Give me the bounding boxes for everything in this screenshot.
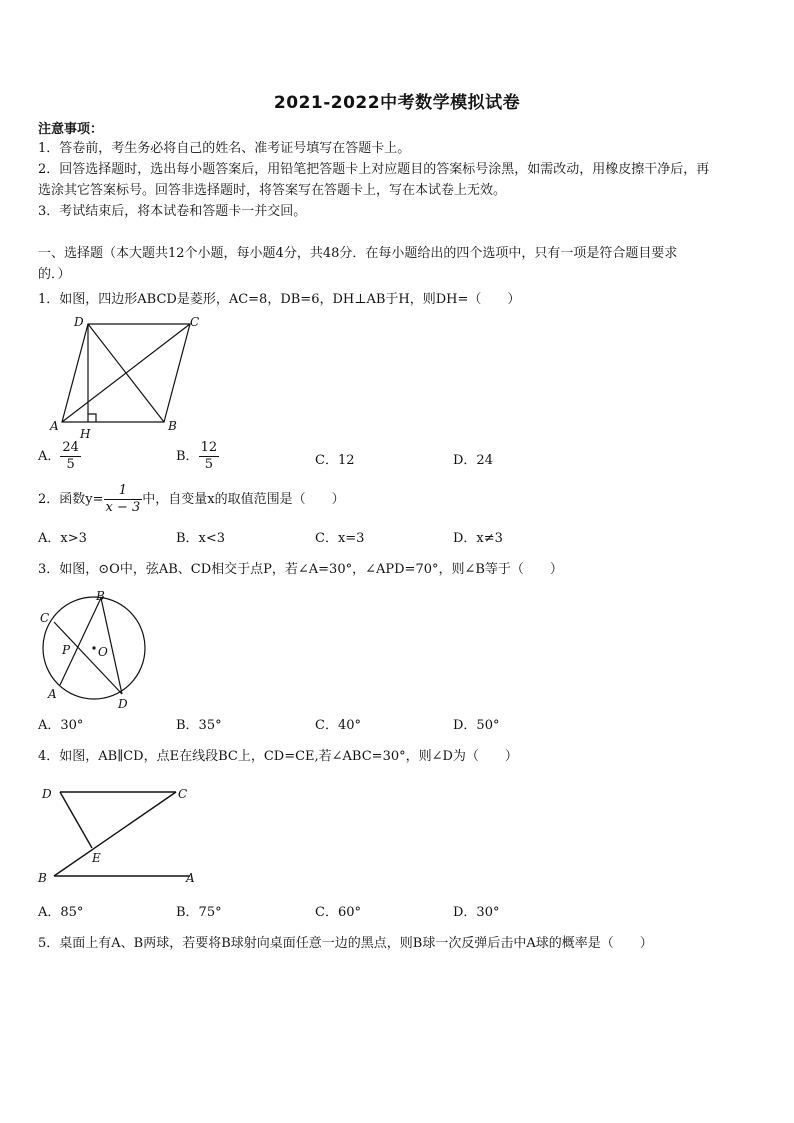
question-4-option-d[interactable]: D．30°	[453, 905, 500, 920]
question-3-option-d[interactable]: D．50°	[453, 718, 500, 733]
center-point	[92, 646, 95, 649]
notice-item: 2．回答选择题时，选出每小题答案后，用铅笔把答题卡上对应题目的答案标号涂黑，如需改动，用橡皮擦干净后，再	[38, 162, 710, 177]
parallel-lines-figure	[34, 778, 214, 890]
question-4-stem: 4．如图，AB∥CD，点E在线段BC上，CD=CE,若∠ABC=30°，则∠D为（ ）	[38, 749, 518, 764]
label-p: P	[62, 643, 71, 657]
question-1-option-a[interactable]	[38, 440, 81, 473]
question-2-option-d[interactable]: D．x≠3	[453, 531, 503, 546]
label-d: D	[74, 315, 84, 329]
label-d: D	[42, 787, 52, 801]
label-c: C	[40, 611, 50, 625]
label-a: A	[50, 419, 59, 433]
chord-cd	[54, 622, 122, 694]
question-3-stem: 3．如图，⊙O中，弦AB、CD相交于点P，若∠A=30°，∠APD=70°，则∠B等于（ ）	[38, 562, 563, 577]
label-b: B	[168, 419, 177, 433]
question-2-option-b[interactable]: B．x<3	[176, 531, 226, 546]
segment-de	[60, 792, 92, 848]
label-b: B	[96, 589, 105, 603]
label-e: E	[92, 851, 101, 865]
notice-item: 1．答卷前，考生务必将自己的姓名、准考证号填写在答题卡上。	[38, 141, 411, 156]
stem-suffix: 中，自变量x的取值范围是（ ）	[142, 492, 345, 507]
question-2-option-a[interactable]: A．x>3	[38, 531, 87, 546]
label-o: O	[98, 645, 108, 659]
label-a: A	[186, 871, 195, 885]
chord-ab	[60, 598, 101, 685]
option-b-prefix: B．	[176, 449, 199, 464]
label-b: B	[38, 871, 47, 885]
fraction-numerator: 12	[200, 440, 218, 455]
page-title: 2021-2022中考数学模拟试卷	[273, 93, 521, 113]
fraction-numerator: 24	[62, 440, 79, 455]
function-fraction	[104, 483, 143, 516]
label-a: A	[48, 687, 57, 701]
question-4-option-a[interactable]: A．85°	[38, 905, 84, 920]
question-2-stem	[38, 483, 768, 516]
fraction-denominator: x − 3	[105, 500, 141, 515]
question-1-stem: 1．如图，四边形ABCD是菱形，AC=8，DB=6，DH⊥AB于H，则DH=（ ）	[38, 292, 521, 307]
fraction-numerator: 1	[104, 483, 143, 500]
notice-heading: 注意事项：	[38, 122, 104, 137]
circle-figure	[34, 584, 158, 712]
stem-prefix: 2．函数y=	[38, 492, 104, 507]
fraction-denominator: 5	[204, 457, 213, 472]
question-4-option-b[interactable]: B．75°	[176, 905, 222, 920]
section-header-line1: 一、选择题（本大题共12个小题，每小题4分，共48分．在每小题给出的四个选项中，只有一项是符合题目要求	[38, 246, 678, 261]
question-2-option-c[interactable]: C．x=3	[315, 531, 365, 546]
question-3-option-a[interactable]: A．30°	[38, 718, 84, 733]
label-h: H	[80, 427, 91, 441]
question-1-option-d[interactable]: D．24	[453, 453, 493, 468]
option-a-fraction	[60, 440, 81, 473]
option-a-prefix: A．	[38, 449, 61, 464]
diagonal-db	[88, 324, 164, 422]
question-4-option-c[interactable]: C．60°	[315, 905, 361, 920]
right-angle-mark	[88, 414, 96, 422]
section-header-line2: 的．）	[38, 267, 71, 282]
rhombus-figure	[44, 312, 214, 442]
label-d: D	[118, 697, 128, 711]
notice-item: 选涂其它答案标号。回答非选择题时，将答案写在答题卡上，写在本试卷上无效。	[38, 183, 507, 198]
fraction-denominator: 5	[66, 457, 75, 472]
notice-item: 3．考试结束后，将本试卷和答题卡一并交回。	[38, 204, 307, 219]
question-5-stem: 5．桌面上有A、B两球，若要将B球射向桌面任意一边的黑点，则B球一次反弹后击中A球的概率是（ ）	[38, 936, 653, 951]
label-c: C	[190, 315, 200, 329]
segment-cb	[54, 792, 176, 876]
question-3-option-b[interactable]: B．35°	[176, 718, 222, 733]
question-1-option-b[interactable]	[176, 440, 219, 473]
question-1-option-c[interactable]: C．12	[315, 453, 355, 468]
question-3-option-c[interactable]: C．40°	[315, 718, 361, 733]
option-b-fraction	[199, 440, 220, 473]
label-c: C	[178, 787, 188, 801]
